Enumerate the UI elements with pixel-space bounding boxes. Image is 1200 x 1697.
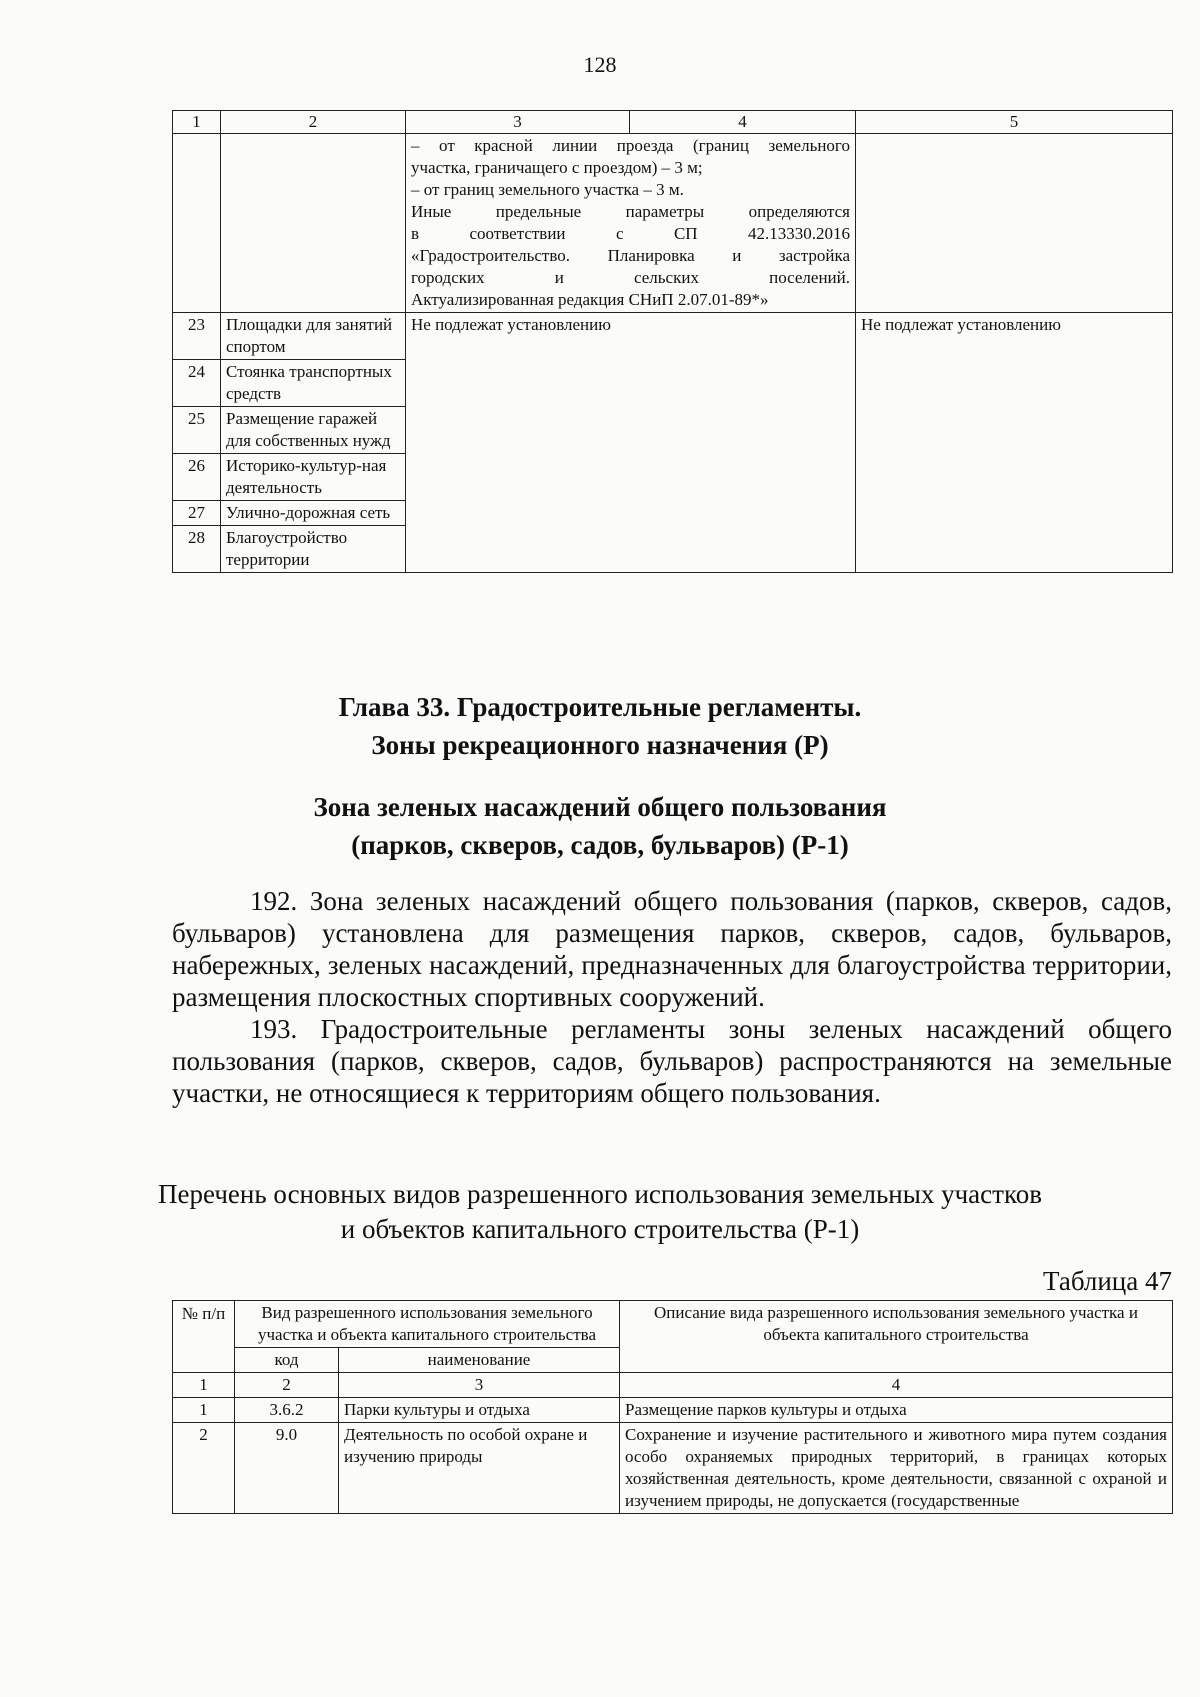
header-num: № п/п (173, 1301, 235, 1373)
row-number: 23 (173, 313, 221, 360)
paragraph-192: 192. Зона зеленых насаждений общего пользования (парков, скверов, садов, бульваров) установлена для размещения парков, скверов, садов, бульваров, набережных, зеленых насаждений, предназначенных для благоустройства территории, размещения плоскостных спортивных сооружений. (172, 886, 1172, 1012)
column-number: 1 (173, 1373, 235, 1398)
chapter-heading-line: Глава 33. Градостроительные регламенты. (338, 692, 862, 722)
table-row (173, 1398, 1173, 1423)
header-kind: Вид разрешенного использования земельного участка и объекта капитального строительства (235, 1301, 620, 1348)
row-number: 25 (173, 407, 221, 454)
header-cell: 4 (630, 111, 856, 134)
table-label: Таблица 47 (1043, 1266, 1172, 1296)
zone-heading-line: (парков, скверов, садов, бульваров) (Р-1) (351, 830, 849, 860)
column-number: 2 (235, 1373, 339, 1398)
row-desc: Размещение парков культуры и отдыха (620, 1398, 1173, 1423)
text-line: «Градостроительство. Планировка и застройка (411, 246, 850, 265)
list-title-line: и объектов капитального строительства (Р-1) (340, 1214, 860, 1244)
column-number-row (173, 1373, 1173, 1398)
permitted-use-table (172, 1300, 1173, 1514)
row-name: Стоянка транспортных средств (221, 360, 406, 407)
page-number: 128 (583, 52, 617, 77)
text-line: городских и сельских поселений. (411, 268, 850, 287)
row-code: 3.6.2 (235, 1398, 339, 1423)
row-name: Парки культуры и отдыха (339, 1398, 620, 1423)
text-line: участка, граничащего с проездом) – 3 м; (411, 158, 703, 177)
table-header-row (173, 1301, 1173, 1348)
chapter-heading-line: Зоны рекреационного назначения (Р) (371, 730, 829, 760)
text-line: в соответствии с СП 42.13330.2016 (411, 224, 850, 243)
row-name: Историко-культур-ная деятельность (221, 454, 406, 501)
merged-parameters-cell: Не подлежат установлению (406, 313, 856, 573)
row-number: 1 (173, 1398, 235, 1423)
table-header-row (173, 111, 1173, 134)
row-number: 24 (173, 360, 221, 407)
zone-heading (0, 788, 1200, 864)
table-row (173, 1423, 1173, 1514)
text-line: – от границ земельного участка – 3 м. (411, 180, 684, 199)
header-desc: Описание вида разрешенного использования земельного участка и объекта капитального строительства (620, 1301, 1173, 1373)
row-number: 27 (173, 501, 221, 526)
text-line: – от красной линии проезда (границ земельного (411, 136, 850, 155)
header-cell: 5 (856, 111, 1173, 134)
paragraph-193: 193. Градостроительные регламенты зоны зеленых насаждений общего пользования (парков, скверов, садов, бульваров) распространяются на земельные участки, не относящиеся к территориям общего пользования. (172, 1014, 1172, 1108)
text-line: Иные предельные параметры определяются (411, 202, 850, 221)
row-code: 9.0 (235, 1423, 339, 1514)
row-name: Благоустройство территории (221, 526, 406, 573)
column-number: 3 (339, 1373, 620, 1398)
table-row (173, 134, 1173, 313)
header-cell: 3 (406, 111, 630, 134)
header-cell: 1 (173, 111, 221, 134)
zone-heading-line: Зона зеленых насаждений общего пользования (313, 792, 887, 822)
chapter-heading (0, 688, 1200, 764)
merged-col5-cell: Не подлежат установлению (856, 313, 1173, 573)
list-title-line: Перечень основных видов разрешенного использования земельных участков (158, 1179, 1042, 1209)
continuation-table (172, 110, 1173, 573)
header-cell: 2 (221, 111, 406, 134)
row-name: Улично-дорожная сеть (221, 501, 406, 526)
table-row (173, 313, 1173, 360)
row-desc: Сохранение и изучение растительного и животного мира путем создания особо охраняемых природных территорий, в границах которых хозяйственная деятельность, кроме деятельности, связанной с охраной и изучением природы, не допускается (государственные (620, 1423, 1173, 1514)
row-name: Деятельность по особой охране и изучению природы (339, 1423, 620, 1514)
list-title (0, 1177, 1200, 1247)
row-number: 28 (173, 526, 221, 573)
header-name: наименование (339, 1348, 620, 1373)
column-number: 4 (620, 1373, 1173, 1398)
setback-parameters-cell (406, 134, 856, 313)
row-name: Размещение гаражей для собственных нужд (221, 407, 406, 454)
row-number: 26 (173, 454, 221, 501)
header-code: код (235, 1348, 339, 1373)
body-text (172, 885, 1172, 1109)
row-number: 2 (173, 1423, 235, 1514)
row-name: Площадки для занятий спортом (221, 313, 406, 360)
text-line: Актуализированная редакция СНиП 2.07.01-89*» (411, 290, 769, 309)
